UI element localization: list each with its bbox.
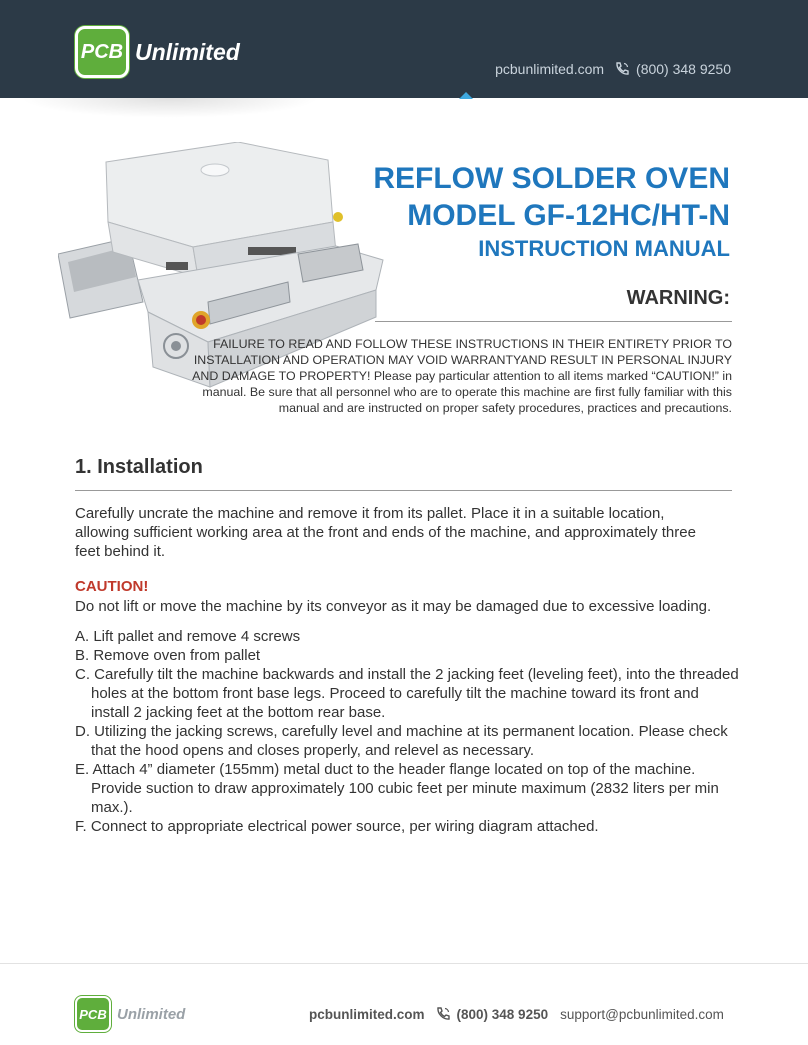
logo-text: Unlimited bbox=[135, 38, 240, 65]
page-header bbox=[0, 0, 808, 98]
list-item: F. Connect to appropriate electrical power source, per wiring diagram attached. bbox=[75, 818, 599, 835]
footer-email-link[interactable]: support@pcbunlimited.com bbox=[560, 1006, 724, 1022]
header-shadow bbox=[20, 98, 320, 118]
installation-heading: 1. Installation bbox=[75, 456, 203, 478]
footer-contact bbox=[309, 1006, 724, 1022]
installation-intro: Carefully uncrate the machine and remove it from its pallet. Place it in a suitable location, allowing sufficient working area at the front and ends of the machine, and approximately three feet behind it. bbox=[75, 505, 696, 560]
phone-icon bbox=[614, 61, 630, 77]
installation-divider bbox=[75, 490, 732, 491]
list-item: B. Remove oven from pallet bbox=[75, 647, 261, 664]
logo-text: Unlimited bbox=[117, 1005, 186, 1023]
warning-body: FAILURE TO READ AND FOLLOW THESE INSTRUCTIONS IN THEIR ENTIRETY PRIOR TO INSTALLATION AND OPERATION MAY VOID WARRANTYAND RESULT IN PERSONAL INJURY AND DAMAGE TO PROPERTY! Please pay particular attention to all items marked “CAUTION!” in manual. Be sure that all personnel who are to operate this machine are first fully familiar with this manual and are instructed on proper safety procedures, practices and precautions. bbox=[192, 337, 732, 415]
list-item: E. Attach 4” diameter (155mm) metal duct to the header flange located on top of the machine. Provide suction to draw approximately 100 cubic feet per minute maximum (2832 liters per min max.). bbox=[75, 761, 719, 816]
header-logo[interactable] bbox=[75, 26, 240, 78]
header-phone[interactable]: (800) 348 9250 bbox=[636, 61, 731, 77]
footer-website-link[interactable]: pcbunlimited.com bbox=[309, 1006, 425, 1022]
list-item: A. Lift pallet and remove 4 screws bbox=[75, 628, 301, 645]
list-item: D. Utilizing the jacking screws, carefully level and machine at its permanent location. Please check that the hood opens and closes properly, and relevel as necessary. bbox=[75, 723, 728, 759]
title-line-2: MODEL GF-12HC/HT-N bbox=[407, 199, 730, 232]
caution-text: Do not lift or move the machine by its conveyor as it may be damaged due to excessive loading. bbox=[75, 598, 712, 615]
logo-badge: PCB bbox=[75, 26, 129, 78]
footer-divider bbox=[0, 963, 808, 964]
header-website-link[interactable]: pcbunlimited.com bbox=[495, 61, 605, 77]
warning-divider bbox=[375, 321, 732, 322]
list-item: C. Carefully tilt the machine backwards and install the 2 jacking feet (leveling feet), into the threaded holes at the bottom front base legs. Proceed to carefully tilt the machine toward its front and install 2 jacking feet at the bottom rear base. bbox=[75, 666, 739, 721]
installation-steps bbox=[75, 627, 740, 836]
warning-heading: WARNING: bbox=[626, 287, 730, 309]
phone-icon bbox=[435, 1006, 451, 1022]
footer-phone[interactable]: (800) 348 9250 bbox=[456, 1006, 549, 1022]
header-pointer-icon bbox=[459, 92, 473, 99]
logo-badge: PCB bbox=[75, 996, 111, 1032]
title-line-3: INSTRUCTION MANUAL bbox=[478, 236, 730, 261]
footer-logo[interactable] bbox=[75, 996, 185, 1032]
caution-label: CAUTION! bbox=[75, 578, 149, 595]
header-contact bbox=[495, 61, 731, 77]
title-line-1: REFLOW SOLDER OVEN bbox=[373, 162, 730, 195]
